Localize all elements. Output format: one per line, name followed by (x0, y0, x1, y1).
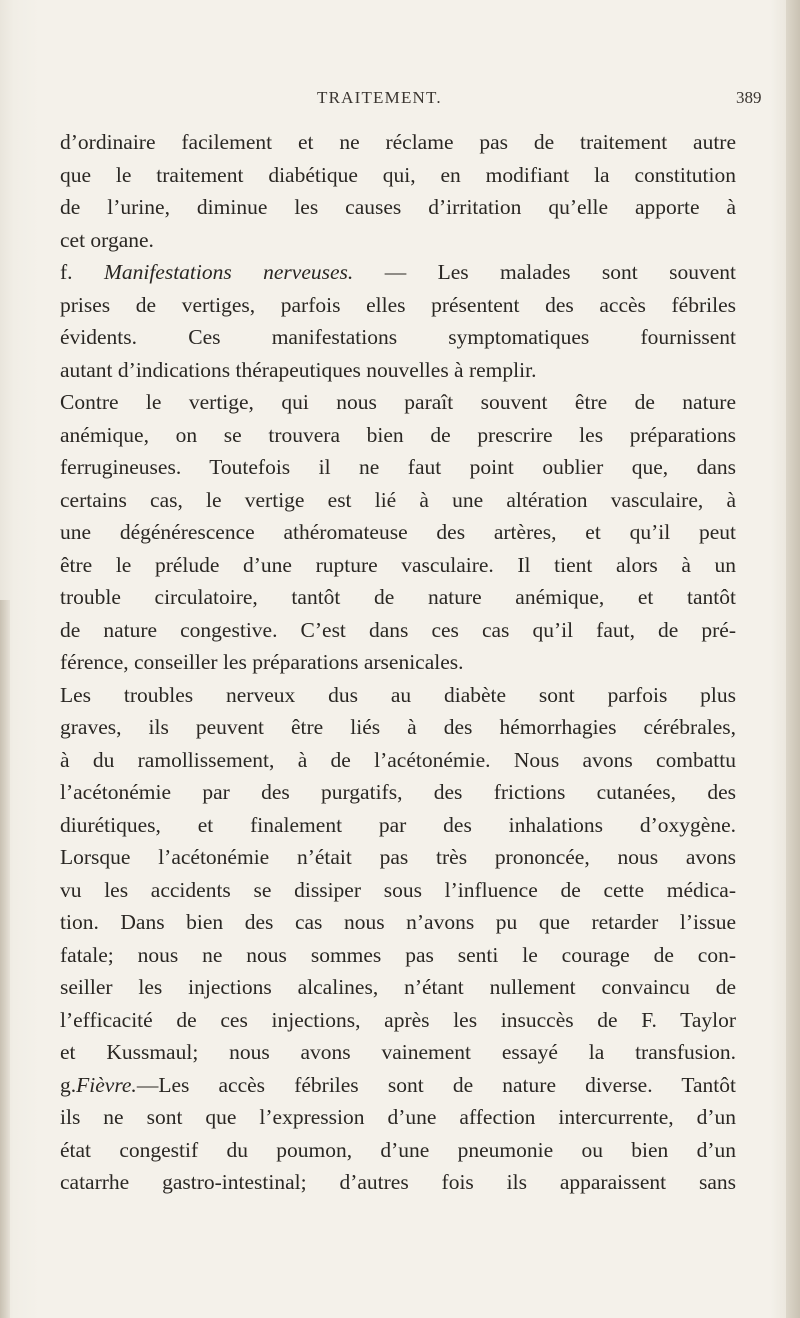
page-number: 389 (736, 88, 762, 107)
page-edge-left (0, 600, 10, 1318)
text-line: prises de vertiges, parfois elles présentent des accès fébriles (60, 292, 736, 317)
text-line: férence, conseiller les préparations arsenicales. (60, 650, 464, 674)
text-line: Contre le vertige, qui nous paraît souvent être de nature (60, 390, 736, 414)
text-line: de l’urine, diminue les causes d’irritation qu’elle apporte à (60, 195, 736, 219)
page-edge-right (786, 0, 800, 1318)
text-line: graves, ils peuvent être liés à des hémorrhagies cérébrales, (60, 715, 736, 739)
text-line: de nature congestive. C’est dans ces cas qu’il faut, de pré- (60, 617, 736, 642)
text-line: Les troubles nerveux dus au diabète sont parfois plus (60, 682, 736, 707)
text-line: une dégénérescence athéromateuse des artères, et qu’il peut (60, 520, 736, 544)
text-line: anémique, on se trouvera bien de prescrire les préparations (60, 422, 736, 447)
section-title: Manifestations nerveuses. (103, 260, 354, 284)
text-line: trouble circulatoire, tantôt de nature anémique, et tantôt (60, 585, 736, 609)
text-line: vu les accidents se dissiper sous l’influence de cette médica- (60, 877, 736, 902)
running-header (0, 88, 800, 112)
body-text (60, 126, 736, 1199)
text-line: l’acétonémie par des purgatifs, des frictions cutanées, des (60, 780, 736, 804)
section-heading-line (60, 256, 736, 289)
text-line: Lorsque l’acétonémie n’était pas très prononcée, nous avons (60, 845, 736, 869)
section-letter: g. (60, 1072, 77, 1097)
text-line: diurétiques, et finalement par des inhalations d’oxygène. (60, 812, 736, 837)
text-line: cet organe. (60, 227, 154, 252)
text-line: évidents. Ces manifestations symptomatiques fournissent (60, 325, 736, 349)
text-line: seiller les injections alcalines, n’étant nullement convaincu de (60, 975, 736, 999)
text-line: fatale; nous ne nous sommes pas senti le courage de con- (60, 942, 736, 967)
text-line: catarrhe gastro-intestinal; d’autres fois ils apparaissent sans (60, 1170, 736, 1194)
section-text: — Les malades sont souvent (353, 260, 736, 284)
section-heading-line (60, 1069, 736, 1102)
text-line: autant d’indications thérapeutiques nouvelles à remplir. (60, 357, 537, 382)
text-line: à du ramollissement, à de l’acétonémie. Nous avons combattu (60, 747, 736, 772)
text-line: ferrugineuses. Toutefois il ne faut point oublier que, dans (60, 455, 736, 479)
section-letter: f. (60, 260, 104, 284)
text-line: ils ne sont que l’expression d’une affection intercurrente, d’un (60, 1105, 736, 1129)
section-text: —Les accès fébriles sont de nature diverse. Tantôt (136, 1072, 736, 1097)
text-line: être le prélude d’une rupture vasculaire. Il tient alors à un (60, 552, 736, 577)
text-line: l’efficacité de ces injections, après les insuccès de F. Taylor (60, 1007, 736, 1032)
text-line: certains cas, le vertige est lié à une altération vasculaire, à (60, 487, 736, 512)
text-line: que le traitement diabétique qui, en modifiant la constitution (60, 162, 736, 187)
text-line: d’ordinaire facilement et ne réclame pas de traitement autre (60, 130, 736, 154)
section-title: Fièvre. (76, 1072, 137, 1097)
running-title: TRAITEMENT. (317, 88, 442, 107)
text-line: et Kussmaul; nous avons vainement essayé la transfusion. (60, 1040, 736, 1064)
text-line: tion. Dans bien des cas nous n’avons pu que retarder l’issue (60, 910, 736, 934)
text-line: état congestif du poumon, d’une pneumonie ou bien d’un (60, 1137, 736, 1162)
